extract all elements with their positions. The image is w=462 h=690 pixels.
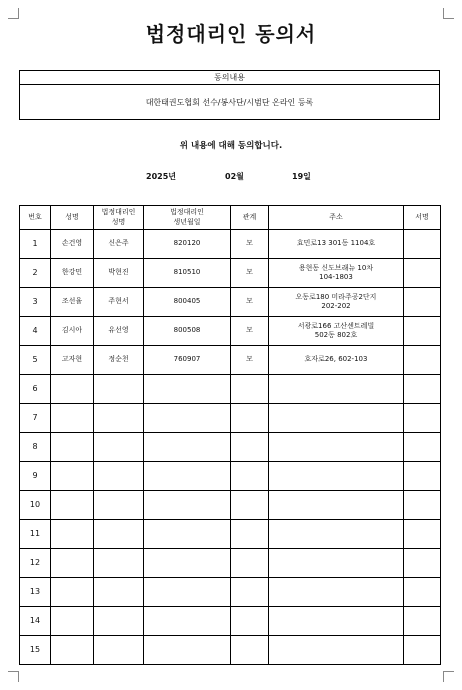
name-cell: 조선율 <box>51 288 94 317</box>
guardian-birth-cell <box>144 491 231 520</box>
address-cell <box>269 578 404 607</box>
table-header-row <box>20 206 441 230</box>
name-cell: 고자현 <box>51 346 94 375</box>
table-row <box>20 549 441 578</box>
row-number-cell: 3 <box>20 288 51 317</box>
guardian-birth-cell: 800405 <box>144 288 231 317</box>
signature-cell <box>404 230 441 259</box>
guardian-name-cell: 박현진 <box>94 259 144 288</box>
page-corner-mark <box>8 671 19 682</box>
address-cell <box>269 636 404 665</box>
name-cell <box>51 375 94 404</box>
signature-cell <box>404 288 441 317</box>
guardian-birth-cell <box>144 462 231 491</box>
table-row <box>20 433 441 462</box>
table-body <box>20 230 441 665</box>
date-year: 2025년 <box>146 172 176 181</box>
guardian-birth-cell <box>144 404 231 433</box>
row-number-cell: 9 <box>20 462 51 491</box>
guardian-name-cell: 유선영 <box>94 317 144 346</box>
table-row <box>20 288 441 317</box>
table-row <box>20 520 441 549</box>
header-address: 주소 <box>269 206 404 230</box>
table-row <box>20 578 441 607</box>
guardian-birth-cell: 800508 <box>144 317 231 346</box>
row-number-cell: 1 <box>20 230 51 259</box>
guardian-birth-cell <box>144 375 231 404</box>
signature-cell <box>404 636 441 665</box>
relation-cell <box>231 404 269 433</box>
agreement-statement: 위 내용에 대해 동의합니다. <box>179 141 283 151</box>
name-cell <box>51 549 94 578</box>
name-cell: 한강민 <box>51 259 94 288</box>
name-cell <box>51 636 94 665</box>
name-cell <box>51 607 94 636</box>
address-cell: 용현동 신도브래뉴 10차 104-1803 <box>269 259 404 288</box>
guardian-birth-cell <box>144 578 231 607</box>
relation-cell <box>231 520 269 549</box>
row-number-cell: 10 <box>20 491 51 520</box>
guardian-name-cell <box>94 375 144 404</box>
row-number-cell: 15 <box>20 636 51 665</box>
table-row <box>20 404 441 433</box>
row-number-cell: 11 <box>20 520 51 549</box>
signature-cell <box>404 317 441 346</box>
row-number-cell: 6 <box>20 375 51 404</box>
name-cell: 손건영 <box>51 230 94 259</box>
guardian-name-cell <box>94 578 144 607</box>
row-number-cell: 2 <box>20 259 51 288</box>
guardian-birth-cell <box>144 433 231 462</box>
guardian-name-cell: 신은주 <box>94 230 144 259</box>
guardian-name-cell <box>94 433 144 462</box>
name-cell <box>51 433 94 462</box>
consent-content: 대한태권도협회 선수/봉사단/시범단 온라인 등록 <box>145 98 314 107</box>
table-row <box>20 636 441 665</box>
row-number-cell: 5 <box>20 346 51 375</box>
address-cell <box>269 375 404 404</box>
table-row <box>20 346 441 375</box>
page-corner-mark <box>443 671 454 682</box>
relation-cell <box>231 578 269 607</box>
address-cell <box>269 607 404 636</box>
consent-box <box>19 70 440 120</box>
name-cell <box>51 462 94 491</box>
name-cell <box>51 491 94 520</box>
guardian-table <box>19 205 441 665</box>
row-number-cell: 14 <box>20 607 51 636</box>
table-row <box>20 230 441 259</box>
date-month: 02월 <box>225 172 244 181</box>
address-cell <box>269 520 404 549</box>
header-no: 번호 <box>20 206 51 230</box>
signature-cell <box>404 578 441 607</box>
table-row <box>20 607 441 636</box>
header-name: 성명 <box>51 206 94 230</box>
address-cell: 호자로26, 602-103 <box>269 346 404 375</box>
table-row <box>20 317 441 346</box>
table-row <box>20 375 441 404</box>
row-number-cell: 12 <box>20 549 51 578</box>
guardian-name-cell <box>94 404 144 433</box>
signature-cell <box>404 404 441 433</box>
name-cell <box>51 578 94 607</box>
relation-cell <box>231 636 269 665</box>
guardian-name-cell <box>94 520 144 549</box>
guardian-birth-cell <box>144 520 231 549</box>
guardian-birth-cell <box>144 549 231 578</box>
relation-cell: 모 <box>231 346 269 375</box>
table-row <box>20 462 441 491</box>
date-day: 19일 <box>292 172 311 181</box>
signature-cell <box>404 259 441 288</box>
name-cell: 김시아 <box>51 317 94 346</box>
relation-cell: 모 <box>231 230 269 259</box>
guardian-name-cell <box>94 462 144 491</box>
row-number-cell: 4 <box>20 317 51 346</box>
signature-cell <box>404 375 441 404</box>
signature-cell <box>404 607 441 636</box>
address-cell <box>269 462 404 491</box>
relation-cell <box>231 433 269 462</box>
guardian-birth-cell: 820120 <box>144 230 231 259</box>
header-guardian-name: 법정대리인 성명 <box>94 206 144 230</box>
address-cell: 서광로166 고산센트레빌 502동 802호 <box>269 317 404 346</box>
table-row <box>20 259 441 288</box>
relation-cell <box>231 607 269 636</box>
relation-cell <box>231 462 269 491</box>
address-cell <box>269 549 404 578</box>
address-cell <box>269 491 404 520</box>
relation-cell: 모 <box>231 317 269 346</box>
relation-cell <box>231 549 269 578</box>
address-cell: 효민로13 301동 1104호 <box>269 230 404 259</box>
guardian-birth-cell: 760907 <box>144 346 231 375</box>
row-number-cell: 7 <box>20 404 51 433</box>
relation-cell: 모 <box>231 259 269 288</box>
relation-cell <box>231 375 269 404</box>
document-title: 법정대리인 동의서 <box>145 22 317 46</box>
row-number-cell: 8 <box>20 433 51 462</box>
address-cell <box>269 433 404 462</box>
guardian-birth-cell: 810510 <box>144 259 231 288</box>
address-cell: 오동로180 미라주공2단지 202-202 <box>269 288 404 317</box>
signature-cell <box>404 462 441 491</box>
signature-cell <box>404 433 441 462</box>
guardian-name-cell: 정순천 <box>94 346 144 375</box>
guardian-name-cell <box>94 607 144 636</box>
consent-header: 동의내용 <box>20 71 439 85</box>
row-number-cell: 13 <box>20 578 51 607</box>
guardian-birth-cell <box>144 607 231 636</box>
signature-cell <box>404 549 441 578</box>
name-cell <box>51 520 94 549</box>
signature-cell <box>404 346 441 375</box>
relation-cell <box>231 491 269 520</box>
guardian-name-cell: 주현서 <box>94 288 144 317</box>
header-relation: 관계 <box>231 206 269 230</box>
signature-cell <box>404 520 441 549</box>
header-signature: 서명 <box>404 206 441 230</box>
guardian-birth-cell <box>144 636 231 665</box>
name-cell <box>51 404 94 433</box>
address-cell <box>269 404 404 433</box>
header-guardian-birth: 법정대리인 생년월일 <box>144 206 231 230</box>
guardian-name-cell <box>94 636 144 665</box>
guardian-name-cell <box>94 549 144 578</box>
relation-cell: 모 <box>231 288 269 317</box>
signature-cell <box>404 491 441 520</box>
guardian-name-cell <box>94 491 144 520</box>
table-row <box>20 491 441 520</box>
